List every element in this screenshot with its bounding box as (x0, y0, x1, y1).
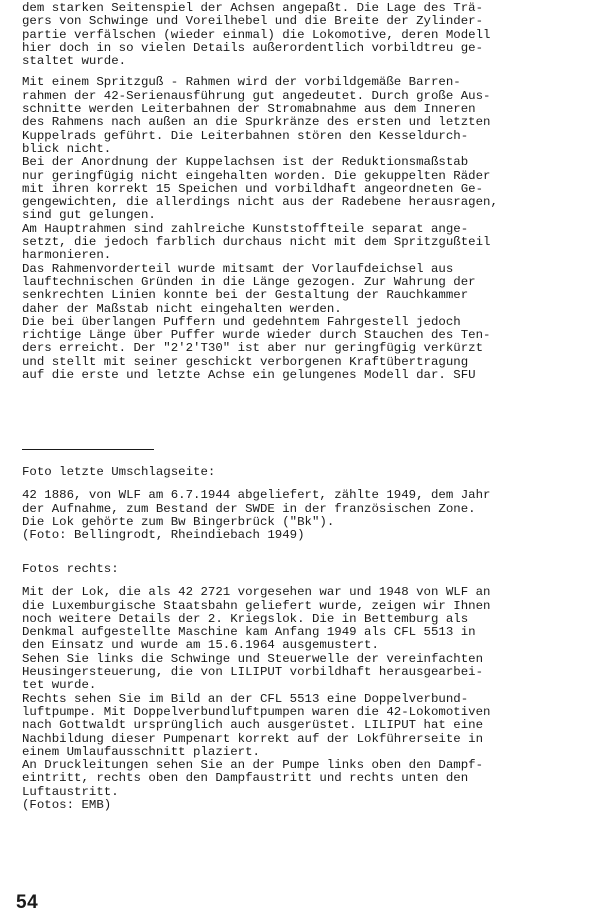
text-line: partie verfälschen (wieder einmal) die Lokomotive, deren Modell (22, 28, 491, 42)
article-text (22, 2, 584, 382)
text-line: Kuppelrads geführt. Die Leiterbahnen stören den Kesseldurch- (22, 129, 469, 143)
caption-line: 42 1886, von WLF am 6.7.1944 abgeliefert, zählte 1949, dem Jahr (22, 489, 491, 503)
caption-heading: Foto letzte Umschlagseite: (22, 465, 216, 479)
article-paragraph-2 (22, 76, 584, 382)
text-line: setzt, die jedoch farblich durchaus nicht mit dem Spritzgußteil (22, 236, 491, 250)
text-line: dem starken Seitenspiel der Achsen angepaßt. Die Lage des Trä- (22, 2, 484, 15)
caption-heading: Fotos rechts: (22, 562, 119, 576)
article-paragraph-1 (22, 2, 584, 68)
caption-line: Die Lok gehörte zum Bw Bingerbrück ("Bk"). (22, 515, 335, 529)
text-line: Das Rahmenvorderteil wurde mitsamt der Vorlaufdeichsel aus (22, 262, 454, 276)
text-line: Am Hauptrahmen sind zahlreiche Kunststoffteile separat ange- (22, 222, 469, 236)
text-line: sind gut gelungen. (22, 209, 156, 223)
section-divider (22, 449, 154, 450)
text-line: nur geringfügig nicht eingehalten worden. Die gekuppelten Räder (22, 169, 491, 183)
text-line: senkrechten Linien konnte bei der Gestaltung der Rauchkammer (22, 289, 469, 303)
caption-line: der Aufnahme, zum Bestand der SWDE in der französischen Zone. (22, 502, 476, 516)
text-line: daher der Maßstab nicht eingehalten werden. (22, 302, 342, 316)
caption-line: luftpumpe. Mit Doppelverbundluftpumpen waren die 42-Lokomotiven (22, 705, 491, 719)
text-line: und stellt mit seiner geschickt verborgenen Kraftübertragung (22, 355, 469, 369)
caption-line: noch weitere Details der 2. Kriegslok. Die in Bettemburg als (22, 612, 469, 626)
text-line: Bei der Anordnung der Kuppelachsen ist der Reduktionsmaßstab (22, 156, 469, 170)
caption-line: Nachbildung dieser Pumpenart korrekt auf der Lokführerseite in (22, 732, 484, 746)
caption-line: An Druckleitungen sehen Sie an der Pumpe links oben den Dampf- (22, 759, 484, 773)
text-line: gers von Schwinge und Voreilhebel und die Breite der Zylinder- (22, 15, 484, 29)
text-line: blick nicht. (22, 142, 112, 156)
text-line: richtige Länge über Puffer wurde wieder durch Stauchen des Ten- (22, 329, 491, 343)
caption-line: tet wurde. (22, 679, 97, 693)
caption-photos-right (22, 563, 584, 812)
caption-line: Luftaustritt. (22, 785, 119, 799)
caption-line: Heusingersteuerung, die von LILIPUT vorbildhaft herausgearbei- (22, 666, 484, 680)
text-line: Mit einem Spritzguß - Rahmen wird der vorbildgemäße Barren- (22, 76, 461, 90)
caption-line: einem Umlaufausschnitt plaziert. (22, 745, 260, 759)
caption-line: Rechts sehen Sie im Bild an der CFL 5513 eine Doppelverbund- (22, 692, 469, 706)
caption-line: nach Gottwaldt ursprünglich auch ausgerüstet. LILIPUT hat eine (22, 719, 484, 733)
caption-line: Sehen Sie links die Schwinge und Steuerwelle der vereinfachten (22, 652, 484, 666)
caption-back-cover (22, 466, 584, 542)
caption-line: die Luxemburgische Staatsbahn geliefert wurde, zeigen wir Ihnen (22, 599, 491, 613)
text-line: ders erreicht. Der "2'2'T30" ist aber nur geringfügig verkürzt (22, 342, 484, 356)
caption-line: Mit der Lok, die als 42 2721 vorgesehen war und 1948 von WLF an (22, 586, 491, 600)
text-line: lauftechnischen Gründen in die Länge gezogen. Zur Wahrung der (22, 275, 476, 289)
text-line: gengewichten, die allerdings nicht aus der Radebene herausragen, (22, 196, 498, 210)
caption-line: eintritt, rechts oben den Dampfaustritt und rechts unten den (22, 772, 469, 786)
text-line: Die bei überlangen Puffern und gedehntem Fahrgestell jedoch (22, 315, 461, 329)
text-line: rahmen der 42-Serienausführung gut angedeutet. Durch große Aus- (22, 89, 491, 103)
text-line: des Rahmens nach außen an die Spurkränze des ersten und letzten (22, 116, 491, 130)
caption-line: den Einsatz und wurde am 15.6.1964 ausgemustert. (22, 639, 379, 653)
text-line: harmonieren. (22, 249, 112, 263)
text-line: auf die erste und letzte Achse ein gelungenes Modell dar. SFU (22, 369, 476, 383)
paragraph-gap (22, 68, 584, 76)
text-line: schnitte werden Leiterbahnen der Stromabnahme aus dem Inneren (22, 103, 476, 117)
page-number: 54 (16, 892, 39, 913)
caption-line: Denkmal aufgestellte Maschine kam Anfang 1949 als CFL 5513 in (22, 626, 476, 640)
text-line: staltet wurde. (22, 55, 127, 69)
text-line: hier doch in so vielen Details außerordentlich vorbildtreu ge- (22, 41, 484, 55)
text-line: mit ihren korrekt 15 Speichen und vorbildhaft angeordneten Ge- (22, 182, 484, 196)
caption-line: (Foto: Bellingrodt, Rheindiebach 1949) (22, 529, 305, 543)
caption-line: (Fotos: EMB) (22, 799, 112, 813)
